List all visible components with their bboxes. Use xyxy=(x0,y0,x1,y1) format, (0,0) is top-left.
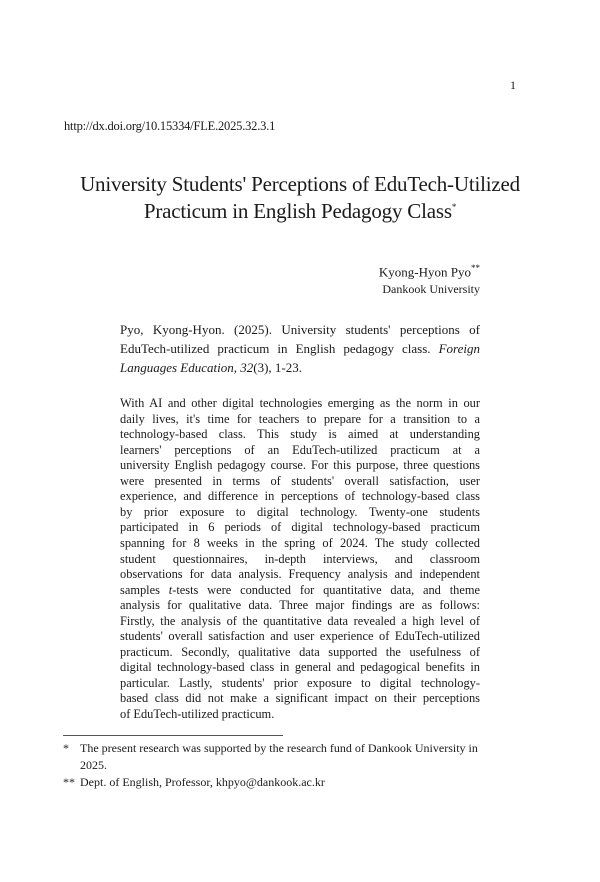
citation-line-2 xyxy=(120,341,480,357)
footnote-1-text: The present research was supported by the research fund of Dankook University in xyxy=(80,741,478,755)
title-footnote-marker: * xyxy=(451,202,457,212)
paper-title-line-1: University Students' Perceptions of EduTech-Utilized xyxy=(80,172,520,196)
page-number: 1 xyxy=(510,78,516,92)
footnote-1-marker: * xyxy=(63,741,69,755)
abstract-line: spanning for 8 weeks in the spring of 2024. The study collected xyxy=(120,535,480,550)
author-name xyxy=(379,263,480,280)
abstract-line: observations for data analysis. Frequency analysis and independent xyxy=(120,567,480,582)
footnote-2 xyxy=(63,775,541,790)
abstract-text: samples xyxy=(120,582,169,597)
abstract-line xyxy=(120,582,480,598)
citation-journal-volume: Languages Education, 32 xyxy=(120,360,254,375)
abstract-line: students' overall satisfaction and user experience of EduTech-utilized xyxy=(120,629,480,644)
abstract-line: daily lives, it's time for teachers to prepare for a transition to a xyxy=(120,411,480,426)
paper-title-text: Practicum in English Pedagogy Class xyxy=(143,199,452,223)
doi-link[interactable]: http://dx.doi.org/10.15334/FLE.2025.32.3.1 xyxy=(64,119,276,133)
abstract-text: -tests were conducted for quantitative data, and theme xyxy=(172,582,480,597)
abstract-line: With AI and other digital technologies emerging as the norm in our xyxy=(120,396,480,410)
abstract-line: university English pedagogy course. For this purpose, three questions xyxy=(120,458,480,473)
abstract-line: analysis for qualitative data. Three major findings are as follows: xyxy=(120,598,480,613)
footnote-1-continued: 2025. xyxy=(80,758,107,772)
author-affiliation: Dankook University xyxy=(382,282,480,296)
abstract-line: student questionnaires, in-depth interviews, and classroom xyxy=(120,551,480,566)
citation-line-1: Pyo, Kyong-Hyon. (2025). University students' perceptions of xyxy=(120,322,480,337)
abstract-line: practicum. Secondly, qualitative data supported the usefulness of xyxy=(120,644,480,659)
abstract-line: of EduTech-utilized practicum. xyxy=(120,707,275,721)
abstract-line: digital technology-based class in general and pedagogical benefits in xyxy=(120,660,480,675)
citation-text: EduTech-utilized practicum in English pedagogy class. xyxy=(120,341,431,356)
abstract-line: participated in 6 periods of digital technology-based practicum xyxy=(120,520,480,535)
footnote-divider xyxy=(63,735,283,736)
citation-issue-pages: (3), 1-23. xyxy=(253,360,302,375)
abstract-line: technology-based class. This study is aimed at understanding xyxy=(120,427,480,442)
author-name-text: Kyong-Hyon Pyo xyxy=(378,264,471,280)
author-footnote-marker: ** xyxy=(471,263,480,273)
abstract-line: particular. Lastly, students' prior exposure to digital technology- xyxy=(120,675,480,690)
citation-journal: Foreign xyxy=(438,341,481,356)
footnote-1 xyxy=(63,741,541,756)
abstract-line: were presented in terms of students' overall satisfaction, user xyxy=(120,473,480,488)
abstract-line: learners' perceptions of an EduTech-utilized practicum at a xyxy=(120,442,480,457)
abstract-line: by prior exposure to digital technology. Twenty-one students xyxy=(120,504,480,519)
abstract-line: Firstly, the analysis of the quantitative data revealed a high level of xyxy=(120,613,480,628)
abstract-line: experience, and difference in perceptions of technology-based class xyxy=(120,489,480,504)
citation-line-3 xyxy=(120,360,480,376)
abstract-italic-t: t xyxy=(168,582,173,597)
footnote-2-text: Dept. of English, Professor, khpyo@dankook.ac.kr xyxy=(80,775,325,789)
abstract-line: based class did not make a significant impact on their perceptions xyxy=(120,691,480,706)
paper-title-line-2 xyxy=(0,199,600,224)
footnote-2-marker: ** xyxy=(63,775,75,789)
